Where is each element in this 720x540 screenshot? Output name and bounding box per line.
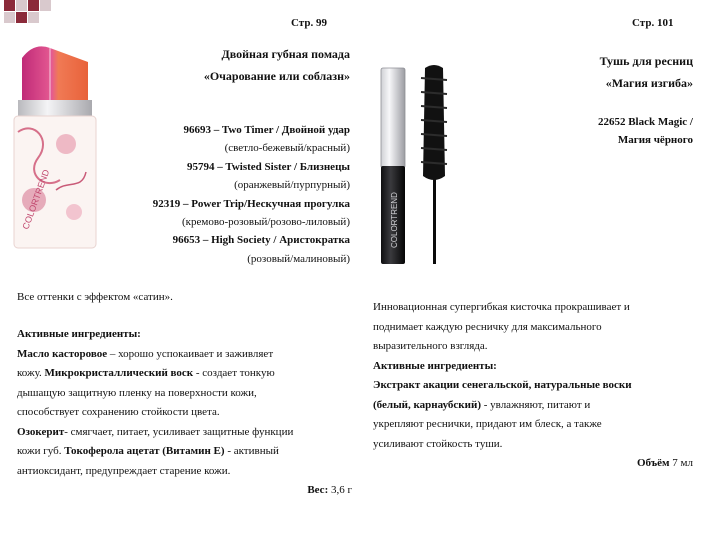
ingredient-text: укрепляют реснички, придают им блеск, а также bbox=[373, 418, 602, 430]
shade-line: (оранжевый/пурпурный) bbox=[234, 179, 350, 192]
mascara-shade bbox=[520, 113, 693, 149]
ingredient-text: - увлажняют, питают и bbox=[480, 398, 591, 411]
shade-line: (светло-бежевый/красный) bbox=[224, 142, 350, 155]
ingredient-text: кожи губ. bbox=[17, 445, 65, 457]
ingredient-text: усиливают стойкость туши. bbox=[373, 437, 503, 450]
svg-text:COLORTREND: COLORTREND bbox=[20, 168, 52, 231]
description-text: поднимает каждую ресничку для максимального bbox=[373, 320, 602, 333]
page-number-left: Стр. 99 bbox=[291, 17, 327, 29]
ingredient-text: кожу. bbox=[17, 367, 45, 379]
mascara-shade-line-1: 22652 Black Magic / bbox=[597, 116, 693, 128]
ingredient-name: Озокерит bbox=[17, 425, 65, 438]
ingredient-name: Токоферола ацетат (Витамин Е) bbox=[64, 445, 225, 457]
description-text: выразительного взгляда. bbox=[373, 340, 488, 352]
shade-line: (кремово-розовый/розово-лиловый) bbox=[181, 216, 350, 229]
lipstick-title-line-1: Двойная губная помада bbox=[221, 47, 350, 61]
ingredient-text: - создает тонкую bbox=[193, 367, 275, 379]
ingredient-text: - активный bbox=[224, 445, 279, 457]
ingredient-name: Микрокристаллический воск bbox=[44, 367, 194, 379]
mascara-description bbox=[373, 298, 693, 474]
mascara-shade-line-2: Магия чёрного bbox=[617, 134, 693, 146]
ingredient-text: - смягчает, питает, усиливает защитные функции bbox=[64, 425, 294, 438]
ingredient-name: (белый, карнаубский) bbox=[373, 398, 481, 411]
volume-label: Объём bbox=[636, 457, 670, 469]
shade-line: 95794 – Twisted Sister / Близнецы bbox=[187, 160, 350, 173]
svg-text:COLORTREND: COLORTREND bbox=[390, 192, 399, 248]
ingredients-heading: Активные ингредиенты: bbox=[373, 359, 497, 372]
mascara-title-line-2: «Магия изгиба» bbox=[605, 76, 693, 90]
shade-line: 96653 – High Society / Аристократка bbox=[172, 234, 350, 247]
weight-value: 3,6 г bbox=[328, 484, 352, 496]
ingredients-heading: Активные ингредиенты: bbox=[17, 328, 141, 340]
ingredient-text: дышащую защитную пленку на поверхности кожи, bbox=[17, 386, 257, 399]
lipstick-description bbox=[17, 325, 352, 501]
lipstick-image bbox=[4, 40, 108, 255]
ingredient-text: антиоксидант, предупреждает старение кожи. bbox=[17, 464, 231, 477]
corner-decoration bbox=[0, 0, 60, 30]
ingredient-name: Экстракт акации сенегальской, натуральные воски bbox=[373, 379, 632, 391]
volume-value: 7 мл bbox=[669, 457, 693, 469]
page-number-right: Стр. 101 bbox=[632, 17, 674, 29]
weight-line bbox=[17, 481, 352, 501]
shade-line: (розовый/малиновый) bbox=[247, 252, 350, 265]
lipstick-shades-list bbox=[100, 121, 350, 268]
shade-line: 96693 – Two Timer / Двойной удар bbox=[183, 124, 350, 136]
lipstick-title bbox=[150, 43, 350, 87]
lipstick-title-line-2: «Очарование или соблазн» bbox=[203, 69, 350, 83]
mascara-image bbox=[375, 48, 465, 270]
volume-line bbox=[373, 454, 693, 474]
satin-note: Все оттенки с эффектом «сатин». bbox=[17, 291, 173, 303]
weight-label: Вес: bbox=[307, 484, 329, 496]
description-text: Инновационная супергибкая кисточка прокрашивает и bbox=[373, 301, 630, 313]
mascara-title bbox=[480, 50, 693, 94]
ingredient-text: способствует сохранению стойкости цвета. bbox=[17, 406, 220, 418]
ingredient-name: Масло касторовое bbox=[17, 347, 108, 360]
ingredient-text: – хорошо успокаивает и заживляет bbox=[107, 347, 274, 360]
shade-line: 92319 – Power Trip/Нескучная прогулка bbox=[152, 197, 350, 210]
mascara-title-line-1: Тушь для ресниц bbox=[599, 54, 693, 68]
